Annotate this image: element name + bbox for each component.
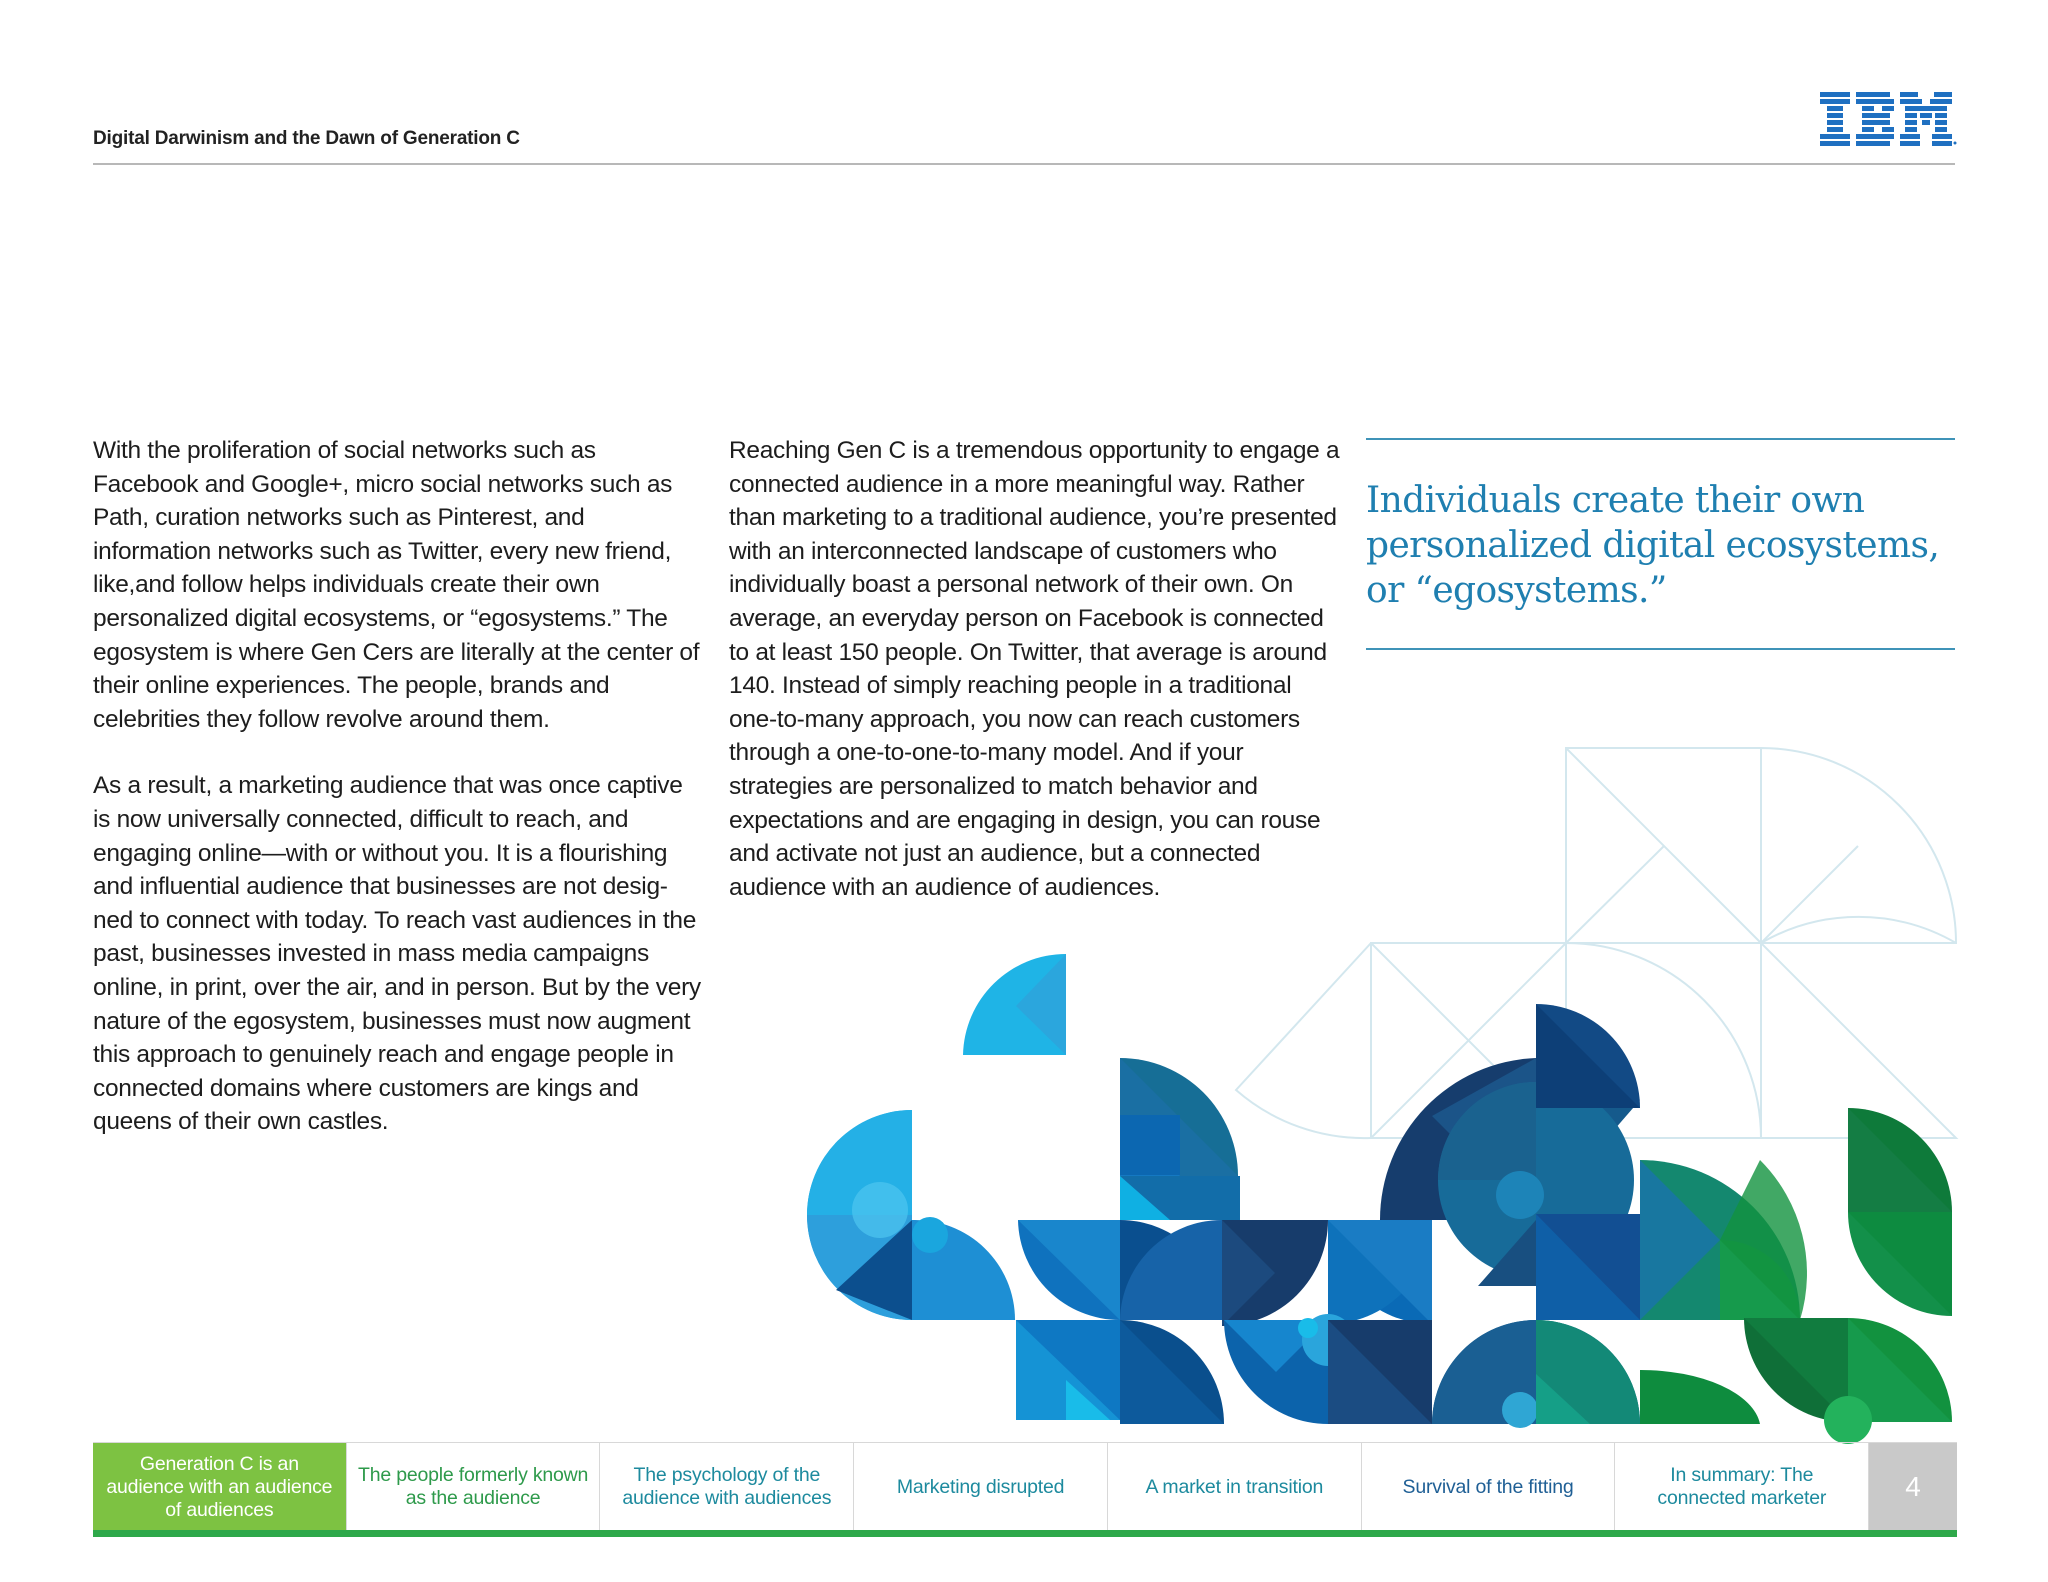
- footer-accent-bar: [93, 1530, 1957, 1537]
- body-column-middle: [729, 434, 1341, 904]
- nav-item-marketing-disrupted[interactable]: Marketing disrupted: [854, 1443, 1108, 1531]
- body-paragraph: Reaching Gen C is a tremendous opportunity to engage a connected audience in a more meaningful way. Rather than marketing to a traditional audience, you’re presented with an interconnected landscape of customers who individually boast a personal network of their own. On average, an everyday person on Facebook is connected to at least 150 people. On Twitter, that average is around 140. Instead of simply reaching people in a traditional one-to-many approach, you now can reach customers through a one-to-one-to-many model. And if your strategies are personalized to match behavior and expectations and are engaging in design, you can rouse and activate not just an audience, but a connected audience with an audience of audiences.: [729, 437, 1340, 901]
- body-paragraph: With the proliferation of social networks such as Facebook and Google+, micro social networks such as Path, curation networks such as Pinterest, and information networks such as Twitter, every new friend, like,and follow helps individuals create their own personalized digital ecosystems, or “egosystems.” The egosystem is where Gen Cers are literally at the center of their online experiences. The people, brands and celebrities they follow revolve around them.: [93, 437, 700, 733]
- body-paragraph: As a result, a marketing audience that was once captive is now universally connected, difficult to reach, and engaging online—with or without you. It is a flourishing and influential audience that businesses are not desig-ned to connect with today. To reach vast audiences in the past, businesses invested in mass media campaigns online, in print, over the air, and in person. But by the very nature of the egosystem, businesses must now augment this approach to genuinely reach and engage people in connected domains where customers are kings and queens of their own castles.: [93, 772, 701, 1136]
- nav-item-generation-c[interactable]: Generation C is an audience with an audience of audiences: [93, 1443, 347, 1531]
- nav-item-people-formerly[interactable]: The people formerly known as the audience: [347, 1443, 601, 1531]
- pull-quote-rule-bottom: [1366, 648, 1955, 650]
- nav-item-survival[interactable]: Survival of the fitting: [1362, 1443, 1616, 1531]
- pull-quote: Individuals create their own personalized digital ecosystems, or “egosystems.”: [1366, 480, 1940, 611]
- document-title: Digital Darwinism and the Dawn of Generation C: [93, 128, 520, 149]
- nav-item-market-transition[interactable]: A market in transition: [1108, 1443, 1362, 1531]
- ibm-logo: [1820, 92, 1957, 146]
- pull-quote-rule-top: [1366, 438, 1955, 440]
- section-navigation: [93, 1442, 1957, 1530]
- header-rule: [93, 163, 1955, 165]
- page-number: 4: [1869, 1443, 1957, 1531]
- nav-item-summary[interactable]: In summary: The connected marketer: [1615, 1443, 1869, 1531]
- nav-item-psychology[interactable]: The psychology of the audience with audiences: [600, 1443, 854, 1531]
- body-column-left: [93, 434, 705, 1139]
